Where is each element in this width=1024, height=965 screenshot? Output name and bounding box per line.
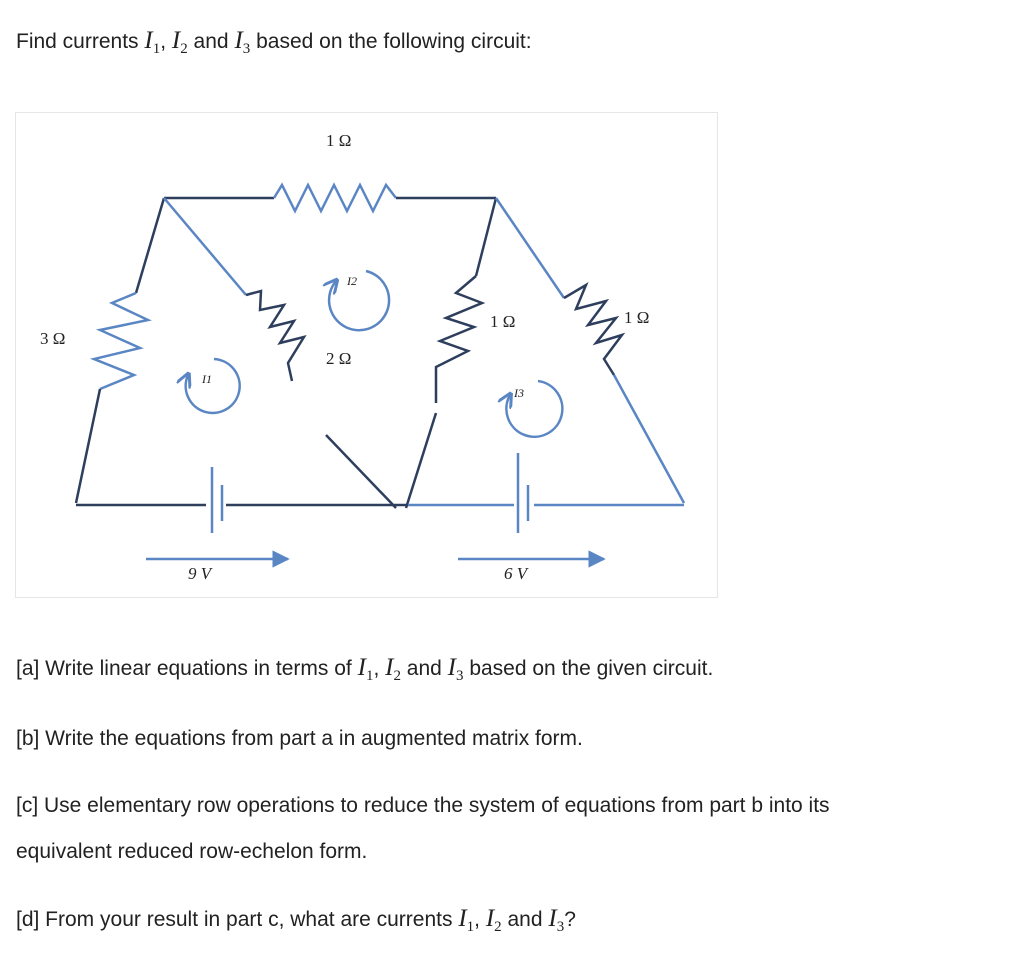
label-resistor-diag: 2 Ω [326,349,352,368]
label-resistor-top: 1 Ω [326,131,352,150]
right-branch [496,198,684,503]
part-d-prefix: [d] From your result in part c, what are currents [16,908,453,931]
separator: , [160,30,172,53]
part-c-line1: [c] Use elementary row operations to reduce the system of equations from part b into its [16,794,830,817]
middle-branch [406,198,496,508]
battery-6v [518,453,528,533]
conjunction: and [187,30,235,53]
label-loop-i2: I2 [347,274,357,288]
left-branch [76,198,164,503]
label-loop-i3: I3 [514,386,524,400]
label-resistor-left: 3 Ω [40,329,66,348]
loop-i1-icon [186,359,240,413]
label-source-9v: 9 V [188,564,212,583]
current-i2: $I_2$ [385,654,401,684]
current-i1: $I_1$ [144,27,161,57]
current-i2: $I_2$ [485,905,502,935]
conjunction: and [400,657,448,680]
current-i2: $I_2$ [171,27,188,57]
label-resistor-mid: 1 Ω [490,312,516,331]
middle-left-branch [164,198,396,508]
part-a-prefix: [a] Write linear equations in terms of [16,657,352,680]
current-i3: $I_3$ [234,27,251,57]
part-a [16,653,713,684]
intro-suffix: based on the following circuit: [256,30,532,53]
loop-i2-icon [329,271,389,330]
label-source-6v: 6 V [504,564,528,583]
separator: , [373,657,386,680]
current-i1: $I_1$ [458,905,475,935]
part-d-suffix: ? [564,908,576,931]
current-i3: $I_3$ [548,905,565,935]
top-wire [164,185,496,211]
intro-prefix: Find currents [16,30,139,53]
part-a-suffix: based on the given circuit. [469,657,714,680]
question-intro [16,26,532,57]
separator: , [474,908,486,931]
part-d [16,904,576,935]
circuit-diagram [15,112,718,598]
current-i3: $I_3$ [447,654,464,684]
part-b: [b] Write the equations from part a in augmented matrix form. [16,727,583,750]
part-c-line2: equivalent reduced row-echelon form. [16,840,368,863]
label-loop-i1: I1 [202,372,212,386]
conjunction: and [501,908,549,931]
label-resistor-right: 1 Ω [624,308,650,327]
battery-9v [212,467,222,533]
current-i1: $I_1$ [357,654,374,684]
